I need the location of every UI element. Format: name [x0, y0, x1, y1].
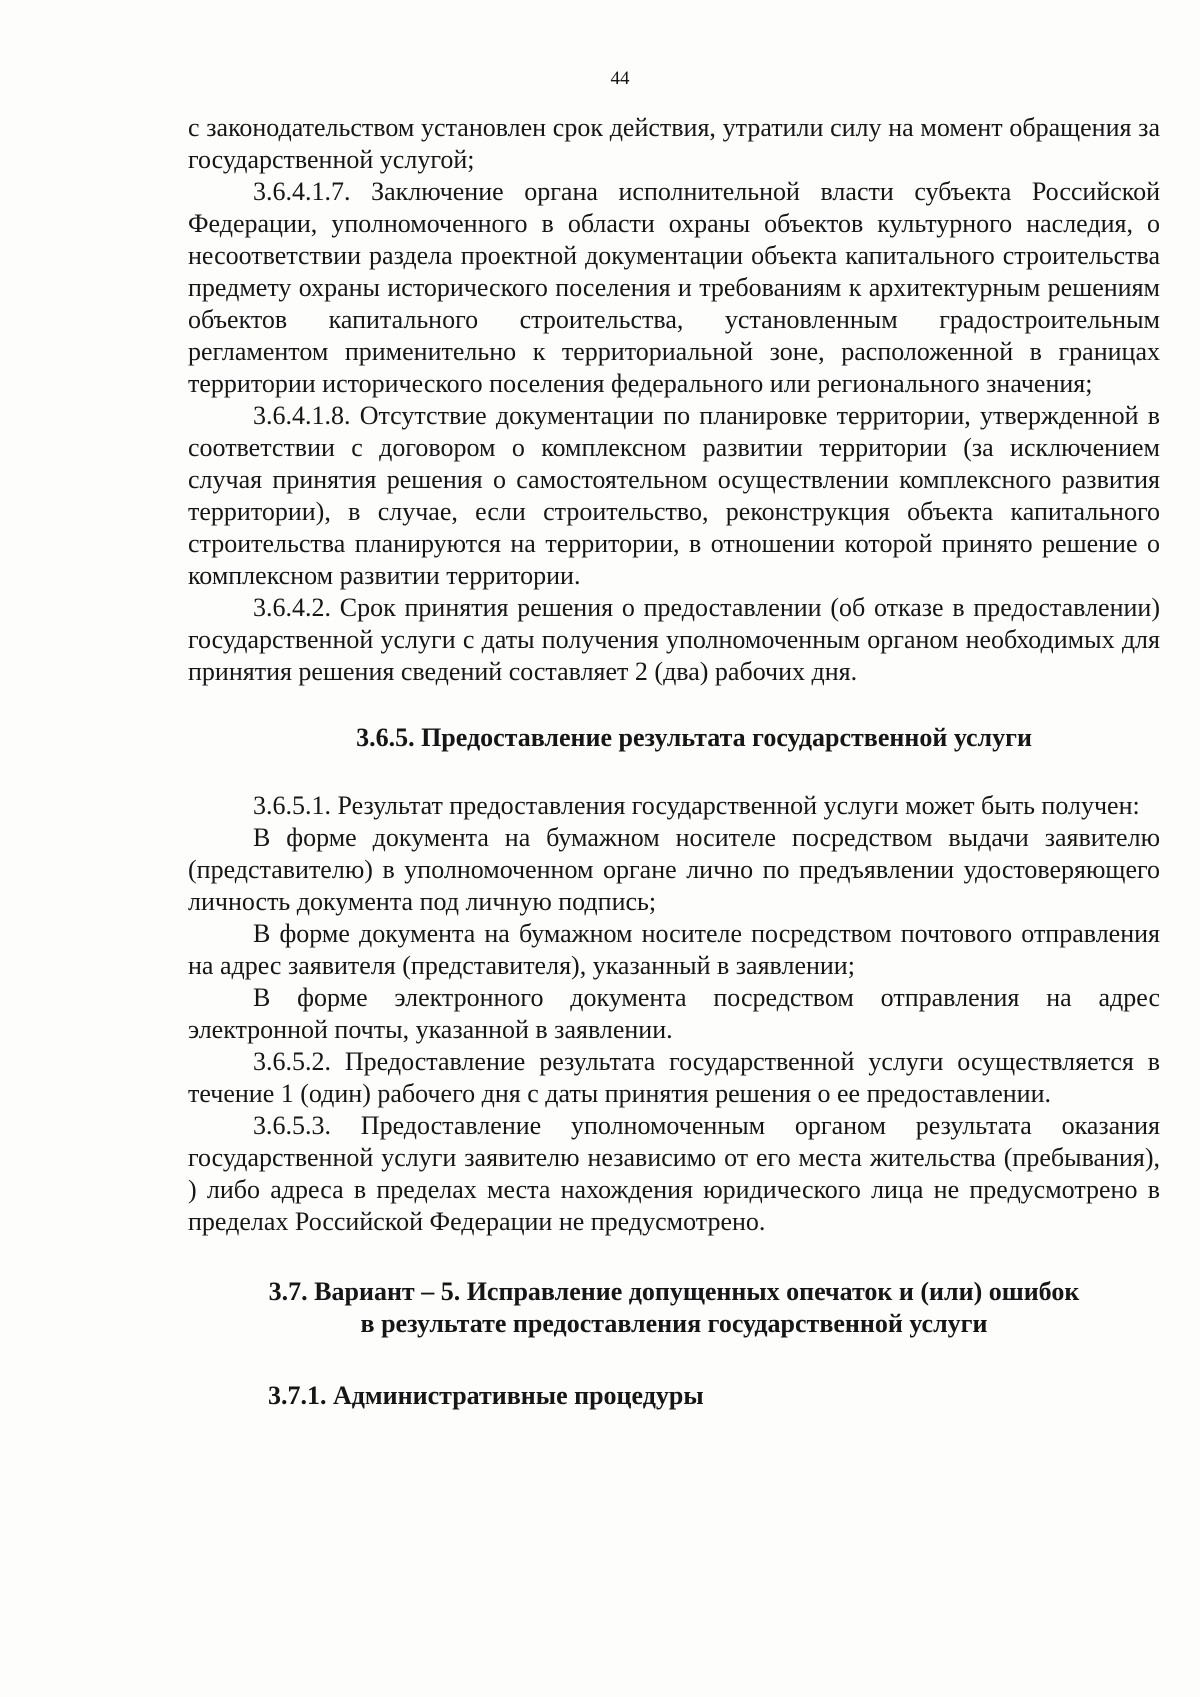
paragraph-postal-delivery: В форме документа на бумажном носителе посредством почтового отправления на адрес заявителя (представителя), указанный в заявлении; [188, 919, 1160, 980]
paragraph-continuation: с законодательством установлен срок действия, утратили силу на момент обращения за государственной услугой; [188, 113, 1160, 174]
document-body [188, 112, 1160, 1412]
paragraph-3-6-4-2: 3.6.4.2. Срок принятия решения о предоставлении (об отказе в предоставлении) государственной услуги с даты получения уполномоченным органом необходимых для принятия решения сведений составляет 2 (два) рабочих дня. [188, 593, 1160, 686]
page-number: 44 [610, 68, 630, 89]
paragraph-3-6-5-2: 3.6.5.2. Предоставление результата государственной услуги осуществляется в течение 1 (один) рабочего дня с даты принятия решения о ее предоставлении. [188, 1047, 1160, 1108]
section-heading-3-7-line-1: 3.7. Вариант – 5. Исправление допущенных опечаток и (или) ошибок [268, 1277, 1080, 1306]
paragraph-3-6-5-1: 3.6.5.1. Результат предоставления государственной услуги может быть получен: [253, 791, 1140, 820]
paragraph-3-6-5-3: 3.6.5.3. Предоставление уполномоченным органом результата оказания государственной услуги заявителю независимо от его места жительства (пребывания), ) либо адреса в пределах места нахождения юридического лица не предусмотрено в пределах Российской Федерации не предусмотрено. [188, 1111, 1160, 1236]
paragraph-3-6-4-1-7: 3.6.4.1.7. Заключение органа исполнительной власти субъекта Российской Федерации, уполномоченного в области охраны объектов культурного наследия, о несоответствии раздела проектной документации объекта капитального строительства предмету охраны исторического поселения и требованиям к архитектурным решениям объектов капитального строительства, установленным градостроительным регламентом применительно к территориальной зоне, расположенной в границах территории исторического поселения федерального или регионального значения; [188, 177, 1160, 398]
section-heading-3-7-line-2: в результате предоставления государственной услуги [360, 1309, 988, 1338]
paragraph-paper-delivery: В форме документа на бумажном носителе посредством выдачи заявителю (представителю) в уполномоченном органе лично по предъявлении удостоверяющего личность документа под личную подпись; [188, 823, 1160, 916]
paragraph-3-6-4-1-8: 3.6.4.1.8. Отсутствие документации по планировке территории, утвержденной в соответствии с договором о комплексном развитии территории (за исключением случая принятия решения о самостоятельном осуществлении комплексного развития территории), в случае, если строительство, реконструкция объекта капитального строительства планируются на территории, в отношении которой принято решение о комплексном развитии территории. [188, 401, 1160, 590]
paragraph-email-delivery: В форме электронного документа посредством отправления на адрес электронной почты, указанной в заявлении. [188, 983, 1160, 1044]
section-heading-3-7-1: 3.7.1. Административные процедуры [268, 1381, 704, 1410]
section-heading-3-6-5: 3.6.5. Предоставление результата государственной услуги [356, 723, 1032, 752]
section-heading-3-7 [188, 1276, 1160, 1340]
